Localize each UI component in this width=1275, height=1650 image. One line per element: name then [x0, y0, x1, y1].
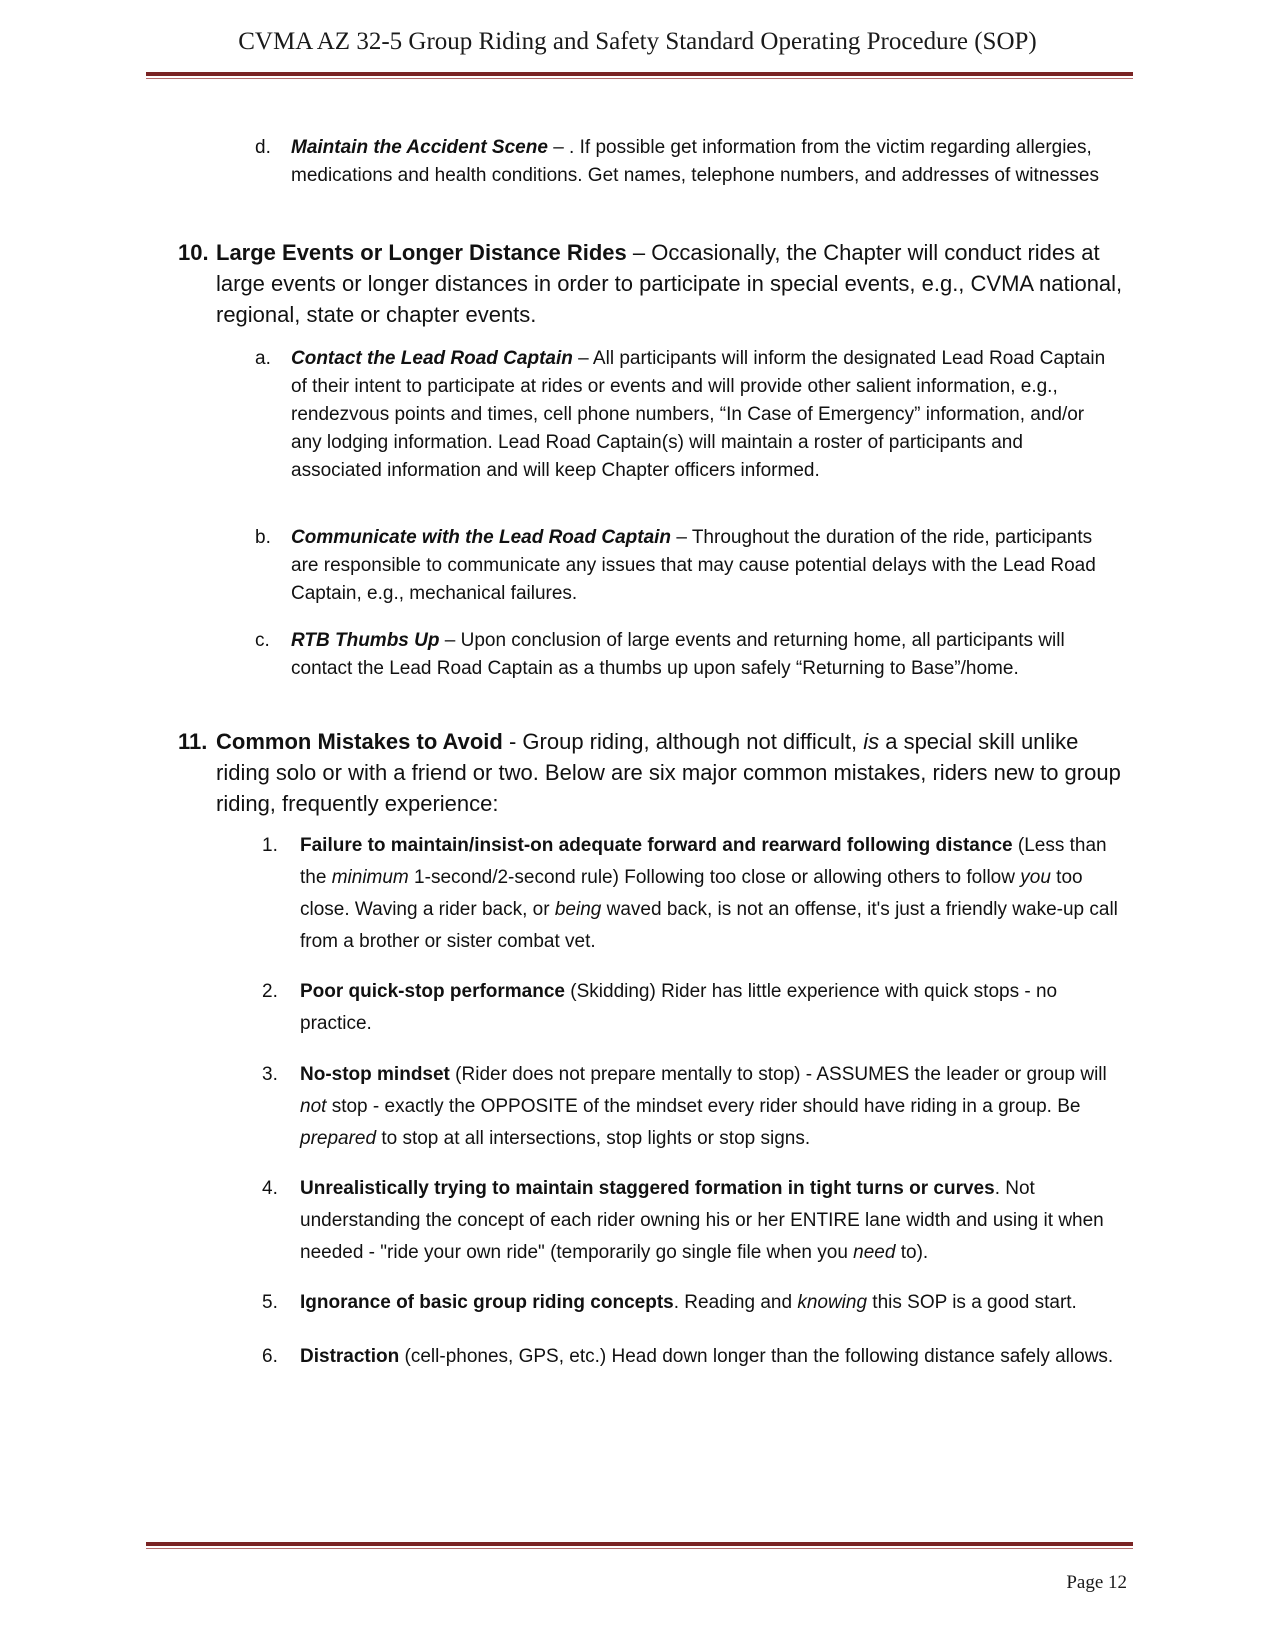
item-text: – Upon conclusion of large events and returning home, all participants will contact the Lead Road Captain as a thumbs up upon safely “Returning to Base”/home. — [291, 630, 1065, 679]
mistake-item-6 — [262, 1341, 1132, 1373]
item-number: 1. — [262, 835, 278, 856]
mistake-item-1 — [262, 830, 1132, 958]
item-lead: Ignorance of basic group riding concepts — [300, 1292, 674, 1313]
item-lead: Distraction — [300, 1346, 400, 1367]
page-number: Page 12 — [1066, 1572, 1127, 1593]
item-lead: Communicate with the Lead Road Captain — [291, 527, 672, 548]
section-text: - Group riding, although not difficult, — [502, 729, 864, 754]
item-lead: No-stop mindset — [300, 1064, 450, 1085]
item-letter: b. — [255, 527, 271, 548]
item-number: 6. — [262, 1346, 278, 1367]
item-text: 1-second/2-second rule) Following too close or allowing others to follow — [408, 867, 1021, 888]
mistake-item-4 — [262, 1173, 1132, 1269]
list-item-c — [255, 627, 1115, 683]
item-lead: Poor quick-stop performance — [300, 981, 565, 1002]
item-text: . Reading and — [673, 1292, 798, 1313]
item-lead: Failure to maintain/insist-on adequate forward and rearward following distance — [300, 835, 1013, 856]
item-emphasis: need — [853, 1242, 896, 1263]
section-heading: Common Mistakes to Avoid — [216, 729, 503, 754]
item-emphasis: being — [554, 899, 602, 920]
item-lead: Unrealistically trying to maintain staggered formation in tight turns or curves — [300, 1178, 995, 1199]
item-emphasis: not — [300, 1096, 327, 1117]
item-lead: Contact the Lead Road Captain — [291, 348, 573, 369]
item-letter: d. — [255, 137, 271, 158]
section-text-emphasis: is — [863, 729, 880, 754]
list-item-b — [255, 524, 1115, 608]
header-divider — [146, 72, 1133, 79]
section-10 — [178, 237, 1128, 330]
item-number: 5. — [262, 1292, 278, 1313]
item-text: – . If possible get information from the victim regarding allergies, medications and health conditions. Get names, telephone numbers, and addresses of witnesses — [291, 137, 1099, 186]
item-text: (Rider does not prepare mentally to stop) - ASSUMES the leader or group will — [449, 1064, 1107, 1085]
item-text: this SOP is a good start. — [867, 1292, 1077, 1313]
mistake-item-2 — [262, 976, 1132, 1040]
item-text: (cell-phones, GPS, etc.) Head down longer than the following distance safely allows. — [399, 1346, 1114, 1367]
item-number: 2. — [262, 981, 278, 1002]
section-11 — [178, 726, 1128, 819]
item-lead: RTB Thumbs Up — [291, 630, 440, 651]
item-emphasis: knowing — [797, 1292, 868, 1313]
item-text: – Throughout the duration of the ride, participants are responsible to communicate any issues that may cause potential delays with the Lead Road Captain, e.g., mechanical failures. — [291, 527, 1096, 604]
section-number: 10. — [178, 240, 209, 265]
item-number: 4. — [262, 1178, 278, 1199]
item-text: (Skidding) Rider has little experience with quick stops - no practice. — [300, 981, 1058, 1034]
section-number: 11. — [178, 729, 208, 754]
mistake-item-3 — [262, 1059, 1132, 1155]
footer-divider — [146, 1542, 1133, 1549]
section-text: a special skill unlike riding solo or with a friend or two. Below are six major common mistakes, riders new to group riding, frequently experience: — [216, 729, 1121, 816]
item-text: to stop at all intersections, stop lights or stop signs. — [376, 1128, 811, 1149]
item-emphasis: minimum — [331, 867, 409, 888]
item-emphasis: prepared — [300, 1128, 377, 1149]
item-text: too close. Waving a rider back, or — [300, 867, 1083, 920]
item-text: waved back, is not an offense, it's just a friendly wake-up call from a brother or sister combat vet. — [300, 899, 1118, 952]
item-text: (Less than the — [300, 835, 1107, 888]
item-text: to). — [895, 1242, 929, 1263]
list-item-d — [255, 134, 1115, 190]
list-item-a — [255, 345, 1115, 485]
item-number: 3. — [262, 1064, 278, 1085]
item-text: . Not understanding the concept of each rider owning his or her ENTIRE lane width and using it when needed - "ride your own ride" (temporarily go single file when you — [300, 1178, 1104, 1263]
item-text: stop - exactly the OPPOSITE of the mindset every rider should have riding in a group. Be — [326, 1096, 1081, 1117]
item-lead: Maintain the Accident Scene — [291, 137, 548, 158]
mistake-item-5 — [262, 1287, 1132, 1319]
item-letter: c. — [255, 630, 270, 651]
item-text: – All participants will inform the designated Lead Road Captain of their intent to participate at rides or events and will provide other salient information, e.g., rendezvous points and times, cell phone numbers, “In Case of Emergency” information, and/or any lodging information. Lead Road Captain(s) will maintain a roster of participants and associated information and will keep Chapter officers informed. — [291, 348, 1106, 481]
item-emphasis: you — [1020, 867, 1051, 888]
section-text: – Occasionally, the Chapter will conduct rides at large events or longer distances in order to participate in special events, e.g., CVMA national, regional, state or chapter events. — [216, 240, 1123, 327]
page-header-title: CVMA AZ 32-5 Group Riding and Safety Standard Operating Procedure (SOP) — [238, 28, 1037, 55]
item-letter: a. — [255, 348, 271, 369]
section-heading: Large Events or Longer Distance Rides — [216, 240, 627, 265]
